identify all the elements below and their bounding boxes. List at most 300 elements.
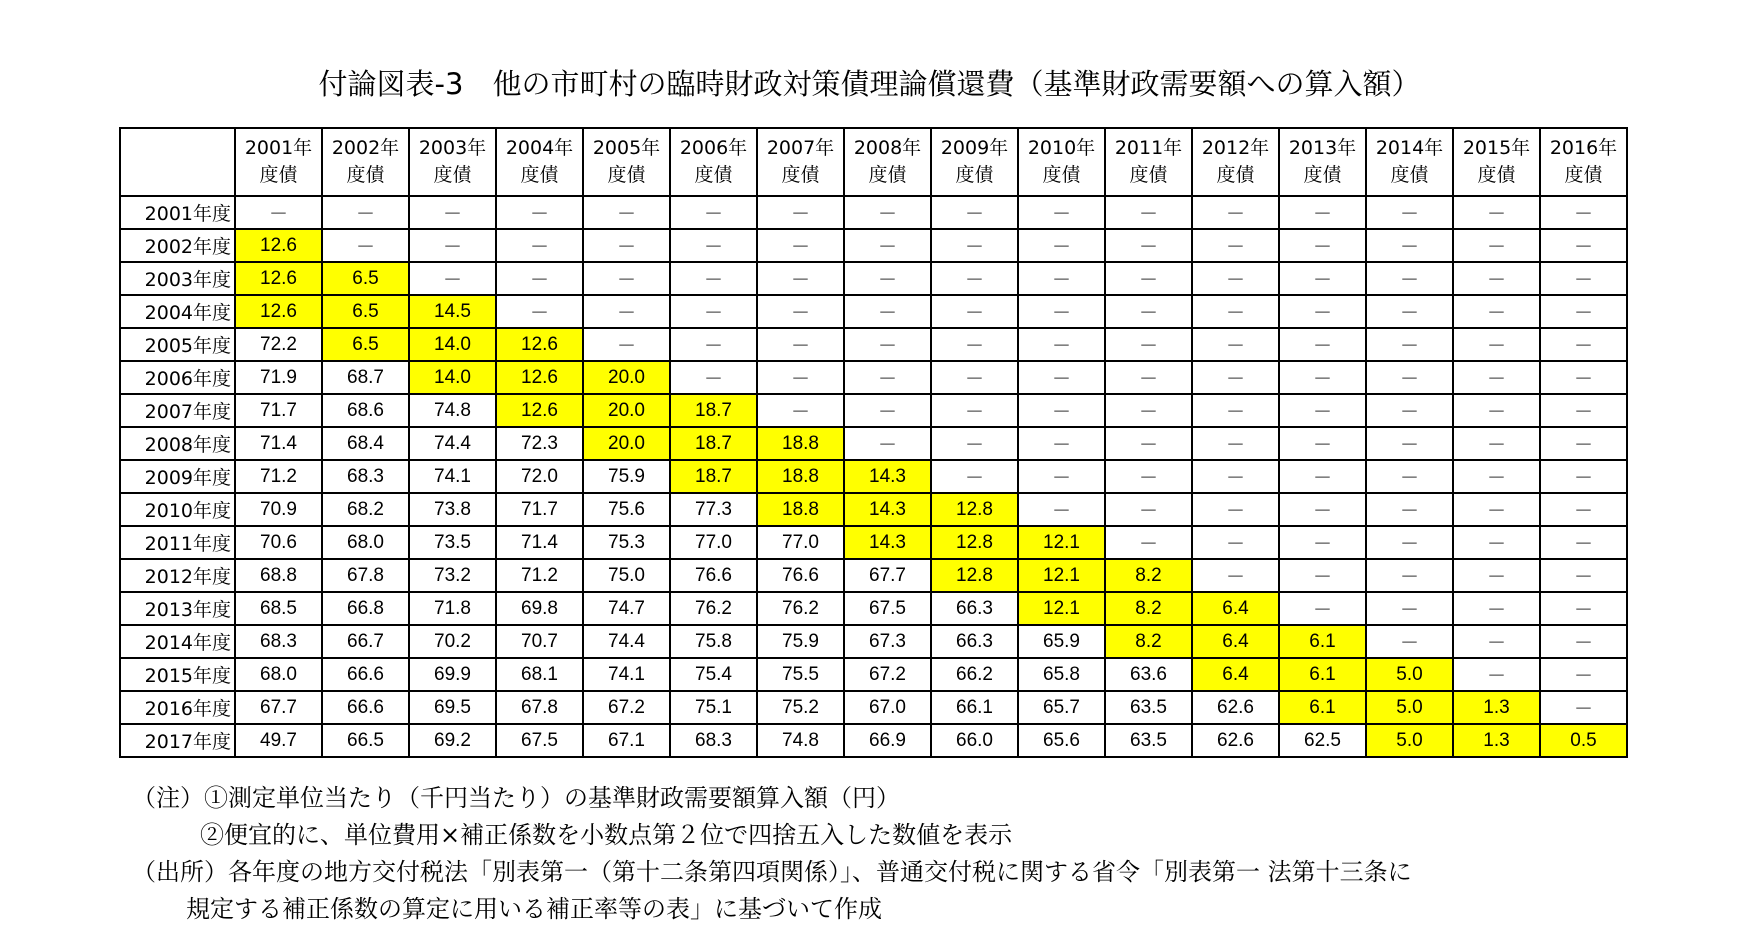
table-cell: 18.7 xyxy=(670,460,757,493)
table-cell: 70.9 xyxy=(235,493,322,526)
table-cell: 71.2 xyxy=(235,460,322,493)
table-cell: － xyxy=(1453,460,1540,493)
table-cell: － xyxy=(1366,328,1453,361)
column-header: 2016年 度債 xyxy=(1540,128,1627,196)
table-cell: － xyxy=(1453,196,1540,229)
table-cell: － xyxy=(757,262,844,295)
table-cell: － xyxy=(1453,592,1540,625)
table-cell: 18.8 xyxy=(757,460,844,493)
table-cell: 68.2 xyxy=(322,493,409,526)
table-cell: － xyxy=(1366,460,1453,493)
row-header: 2016年度 xyxy=(120,691,235,724)
table-cell: － xyxy=(1540,625,1627,658)
table-cell: 74.8 xyxy=(409,394,496,427)
table-cell: － xyxy=(583,229,670,262)
table-row xyxy=(120,658,1627,691)
column-header: 2011年 度債 xyxy=(1105,128,1192,196)
table-cell: － xyxy=(1366,229,1453,262)
table-cell: － xyxy=(1279,526,1366,559)
table-cell: － xyxy=(1366,526,1453,559)
table-cell: － xyxy=(931,361,1018,394)
table-cell: － xyxy=(322,196,409,229)
table-row xyxy=(120,196,1627,229)
table-cell: 71.4 xyxy=(496,526,583,559)
table-cell: 69.2 xyxy=(409,724,496,757)
table-cell: － xyxy=(757,328,844,361)
row-header: 2005年度 xyxy=(120,328,235,361)
table-cell: 65.8 xyxy=(1018,658,1105,691)
table-cell: － xyxy=(844,196,931,229)
table-cell: － xyxy=(1192,559,1279,592)
table-cell: 68.6 xyxy=(322,394,409,427)
table-cell: 71.7 xyxy=(235,394,322,427)
table-cell: － xyxy=(844,427,931,460)
table-cell: － xyxy=(1453,394,1540,427)
table-cell: － xyxy=(1279,427,1366,460)
table-cell: － xyxy=(1540,196,1627,229)
table-cell: 12.1 xyxy=(1018,526,1105,559)
table-cell: 14.0 xyxy=(409,361,496,394)
table-cell: 75.3 xyxy=(583,526,670,559)
table-cell: 68.3 xyxy=(322,460,409,493)
table-cell: 66.5 xyxy=(322,724,409,757)
row-header: 2007年度 xyxy=(120,394,235,427)
table-cell: － xyxy=(1192,394,1279,427)
row-header: 2008年度 xyxy=(120,427,235,460)
table-cell: － xyxy=(670,196,757,229)
table-cell: 68.8 xyxy=(235,559,322,592)
table-cell: 14.3 xyxy=(844,526,931,559)
table-cell: 68.7 xyxy=(322,361,409,394)
table-cell: 74.8 xyxy=(757,724,844,757)
table-cell: 66.8 xyxy=(322,592,409,625)
table-cell: － xyxy=(757,196,844,229)
table-cell: － xyxy=(235,196,322,229)
table-cell: 66.2 xyxy=(931,658,1018,691)
table-cell: 67.7 xyxy=(844,559,931,592)
table-cell: 62.6 xyxy=(1192,724,1279,757)
table-cell: 12.1 xyxy=(1018,559,1105,592)
table-cell: － xyxy=(1540,592,1627,625)
table-cell: 74.1 xyxy=(583,658,670,691)
table-cell: 5.0 xyxy=(1366,658,1453,691)
column-header: 2012年 度債 xyxy=(1192,128,1279,196)
notes xyxy=(132,780,1412,928)
table-cell: 69.8 xyxy=(496,592,583,625)
table-cell: － xyxy=(1279,592,1366,625)
table-cell: 75.8 xyxy=(670,625,757,658)
table-cell: 18.8 xyxy=(757,493,844,526)
table-cell: － xyxy=(1540,328,1627,361)
table-cell: 6.4 xyxy=(1192,592,1279,625)
table-cell: 67.3 xyxy=(844,625,931,658)
table-cell: 67.5 xyxy=(844,592,931,625)
table-cell: － xyxy=(409,262,496,295)
table-cell: 74.1 xyxy=(409,460,496,493)
table-cell: 68.0 xyxy=(235,658,322,691)
table-cell: － xyxy=(844,262,931,295)
table-row xyxy=(120,460,1627,493)
table-cell: － xyxy=(1453,559,1540,592)
table-cell: 6.5 xyxy=(322,262,409,295)
table-cell: － xyxy=(1105,427,1192,460)
table-cell: － xyxy=(1366,262,1453,295)
table-cell: － xyxy=(931,196,1018,229)
row-header: 2011年度 xyxy=(120,526,235,559)
table-cell: 12.6 xyxy=(235,295,322,328)
table-cell: － xyxy=(1105,229,1192,262)
column-header: 2005年 度債 xyxy=(583,128,670,196)
corner-cell xyxy=(120,128,235,196)
table-cell: － xyxy=(496,196,583,229)
source-line-1: （出所）各年度の地方交付税法「別表第一（第十二条第四項関係）」、普通交付税に関する省令「別表第一 法第十三条に xyxy=(132,858,1412,886)
table-cell: 6.5 xyxy=(322,328,409,361)
table-cell: － xyxy=(1453,328,1540,361)
table-cell: 12.8 xyxy=(931,493,1018,526)
table-cell: － xyxy=(1192,328,1279,361)
table-cell: 20.0 xyxy=(583,394,670,427)
table-cell: － xyxy=(931,328,1018,361)
table-cell: 71.8 xyxy=(409,592,496,625)
column-header: 2007年 度債 xyxy=(757,128,844,196)
table-cell: － xyxy=(1453,526,1540,559)
table-cell: 5.0 xyxy=(1366,691,1453,724)
table-cell: 6.4 xyxy=(1192,658,1279,691)
table-cell: 12.6 xyxy=(235,262,322,295)
table-cell: 70.2 xyxy=(409,625,496,658)
table-cell: － xyxy=(1279,295,1366,328)
table-cell: 66.3 xyxy=(931,625,1018,658)
table-cell: 75.5 xyxy=(757,658,844,691)
table-cell: 6.5 xyxy=(322,295,409,328)
table-cell: － xyxy=(757,295,844,328)
table-cell: 68.1 xyxy=(496,658,583,691)
row-header: 2013年度 xyxy=(120,592,235,625)
table-row xyxy=(120,592,1627,625)
table-cell: 71.9 xyxy=(235,361,322,394)
table-cell: 74.4 xyxy=(583,625,670,658)
table-cell: － xyxy=(496,229,583,262)
table-cell: 8.2 xyxy=(1105,625,1192,658)
table-cell: － xyxy=(1540,229,1627,262)
table-cell: 75.9 xyxy=(583,460,670,493)
row-header: 2006年度 xyxy=(120,361,235,394)
table-cell: 69.9 xyxy=(409,658,496,691)
table-cell: － xyxy=(1540,559,1627,592)
table-cell: 76.6 xyxy=(670,559,757,592)
table-cell: 1.3 xyxy=(1453,724,1540,757)
table-cell: － xyxy=(1192,196,1279,229)
table-cell: － xyxy=(1453,625,1540,658)
table-cell: － xyxy=(1279,460,1366,493)
table-cell: 71.2 xyxy=(496,559,583,592)
data-table xyxy=(119,127,1628,758)
table-cell: － xyxy=(583,328,670,361)
table-cell: － xyxy=(1105,361,1192,394)
table-cell: 6.4 xyxy=(1192,625,1279,658)
table-cell: － xyxy=(1105,196,1192,229)
table-cell: － xyxy=(670,229,757,262)
table-row xyxy=(120,724,1627,757)
table-cell: 6.1 xyxy=(1279,625,1366,658)
table-cell: 12.6 xyxy=(496,361,583,394)
table-cell: 71.7 xyxy=(496,493,583,526)
column-header: 2002年 度債 xyxy=(322,128,409,196)
table-cell: － xyxy=(1018,229,1105,262)
table-cell: 14.0 xyxy=(409,328,496,361)
table-cell: － xyxy=(931,460,1018,493)
table-cell: － xyxy=(931,394,1018,427)
table-cell: 1.3 xyxy=(1453,691,1540,724)
table-cell: 63.5 xyxy=(1105,724,1192,757)
table-cell: 12.1 xyxy=(1018,592,1105,625)
table-cell: － xyxy=(1540,526,1627,559)
table-cell: 68.5 xyxy=(235,592,322,625)
table-cell: 49.7 xyxy=(235,724,322,757)
table-cell: － xyxy=(1279,328,1366,361)
table-cell: 68.3 xyxy=(670,724,757,757)
table-cell: 75.2 xyxy=(757,691,844,724)
table-cell: － xyxy=(1453,229,1540,262)
column-header: 2010年 度債 xyxy=(1018,128,1105,196)
table-row xyxy=(120,559,1627,592)
table-cell: － xyxy=(1018,460,1105,493)
row-header: 2003年度 xyxy=(120,262,235,295)
table-cell: 67.1 xyxy=(583,724,670,757)
table-cell: － xyxy=(1366,493,1453,526)
table-cell: 65.6 xyxy=(1018,724,1105,757)
table-cell: 67.2 xyxy=(844,658,931,691)
table-row xyxy=(120,295,1627,328)
table-cell: 66.6 xyxy=(322,658,409,691)
table-body xyxy=(120,196,1627,757)
column-header: 2015年 度債 xyxy=(1453,128,1540,196)
table-cell: － xyxy=(583,196,670,229)
table-cell: 75.9 xyxy=(757,625,844,658)
table-row xyxy=(120,394,1627,427)
table-cell: 73.8 xyxy=(409,493,496,526)
table-cell: 69.5 xyxy=(409,691,496,724)
table-cell: － xyxy=(1192,262,1279,295)
table-row xyxy=(120,526,1627,559)
table-cell: － xyxy=(1105,493,1192,526)
table-cell: － xyxy=(1192,229,1279,262)
table-cell: － xyxy=(322,229,409,262)
table-cell: － xyxy=(1540,262,1627,295)
table-cell: 12.6 xyxy=(496,394,583,427)
table-cell: － xyxy=(757,394,844,427)
table-cell: 75.0 xyxy=(583,559,670,592)
row-header: 2017年度 xyxy=(120,724,235,757)
table-row xyxy=(120,493,1627,526)
table-cell: 67.8 xyxy=(496,691,583,724)
table-cell: 67.7 xyxy=(235,691,322,724)
table-cell: － xyxy=(1192,295,1279,328)
table-cell: － xyxy=(1453,427,1540,460)
table-cell: 75.4 xyxy=(670,658,757,691)
table-cell: 68.0 xyxy=(322,526,409,559)
table-cell: 63.5 xyxy=(1105,691,1192,724)
table-cell: 62.5 xyxy=(1279,724,1366,757)
table-cell: 66.7 xyxy=(322,625,409,658)
table-cell: 63.6 xyxy=(1105,658,1192,691)
table-cell: － xyxy=(583,295,670,328)
table-row xyxy=(120,361,1627,394)
table-cell: 0.5 xyxy=(1540,724,1627,757)
table-cell: 70.6 xyxy=(235,526,322,559)
table-cell: 65.9 xyxy=(1018,625,1105,658)
table-cell: － xyxy=(409,229,496,262)
table-cell: 74.7 xyxy=(583,592,670,625)
table-cell: － xyxy=(1453,295,1540,328)
table-row xyxy=(120,262,1627,295)
table-cell: － xyxy=(757,361,844,394)
table-cell: 5.0 xyxy=(1366,724,1453,757)
table-cell: 14.5 xyxy=(409,295,496,328)
table-cell: － xyxy=(670,262,757,295)
table-row xyxy=(120,625,1627,658)
table-cell: － xyxy=(1540,427,1627,460)
table-cell: 72.2 xyxy=(235,328,322,361)
table-cell: － xyxy=(1453,493,1540,526)
table-cell: － xyxy=(1453,658,1540,691)
table-cell: 65.7 xyxy=(1018,691,1105,724)
column-header: 2013年 度債 xyxy=(1279,128,1366,196)
table-cell: 67.5 xyxy=(496,724,583,757)
table-cell: 67.2 xyxy=(583,691,670,724)
table-cell: － xyxy=(844,361,931,394)
table-cell: － xyxy=(1453,361,1540,394)
table-cell: 14.3 xyxy=(844,493,931,526)
table-cell: 66.1 xyxy=(931,691,1018,724)
table-cell: 66.3 xyxy=(931,592,1018,625)
table-row xyxy=(120,691,1627,724)
table-row xyxy=(120,427,1627,460)
table-cell: － xyxy=(1366,295,1453,328)
column-header: 2004年 度債 xyxy=(496,128,583,196)
row-header: 2014年度 xyxy=(120,625,235,658)
table-cell: － xyxy=(1366,427,1453,460)
table-cell: － xyxy=(931,427,1018,460)
table-cell: 73.2 xyxy=(409,559,496,592)
note-line-2: ②便宜的に、単位費用×補正係数を小数点第２位で四捨五入した数値を表示 xyxy=(200,821,1013,849)
table-cell: 66.9 xyxy=(844,724,931,757)
table-cell: 12.8 xyxy=(931,526,1018,559)
table-cell: － xyxy=(1018,295,1105,328)
row-header: 2001年度 xyxy=(120,196,235,229)
table-cell: 18.8 xyxy=(757,427,844,460)
table-cell: 76.2 xyxy=(670,592,757,625)
table-cell: － xyxy=(1105,526,1192,559)
table-cell: － xyxy=(1018,394,1105,427)
table-cell: － xyxy=(1192,361,1279,394)
table-cell: 72.3 xyxy=(496,427,583,460)
table-cell: － xyxy=(1192,427,1279,460)
table-cell: － xyxy=(1453,262,1540,295)
table-cell: － xyxy=(1018,328,1105,361)
table-cell: 77.0 xyxy=(670,526,757,559)
table-cell: － xyxy=(1279,493,1366,526)
column-header: 2014年 度債 xyxy=(1366,128,1453,196)
table-cell: － xyxy=(409,196,496,229)
table-cell: 6.1 xyxy=(1279,658,1366,691)
table-cell: － xyxy=(844,229,931,262)
table-cell: － xyxy=(583,262,670,295)
header-row xyxy=(120,128,1627,196)
row-header: 2012年度 xyxy=(120,559,235,592)
table-cell: 68.4 xyxy=(322,427,409,460)
table-cell: － xyxy=(1105,328,1192,361)
table-cell: 77.3 xyxy=(670,493,757,526)
table-cell: 68.3 xyxy=(235,625,322,658)
table-cell: － xyxy=(1018,262,1105,295)
table-cell: 67.0 xyxy=(844,691,931,724)
table-cell: － xyxy=(1018,361,1105,394)
page-title: 付論図表-3 他の市町村の臨時財政対策債理論償還費（基準財政需要額への算入額） xyxy=(318,67,1421,101)
table-cell: － xyxy=(757,229,844,262)
table-cell: － xyxy=(1105,394,1192,427)
table-cell: － xyxy=(931,295,1018,328)
table-cell: 67.8 xyxy=(322,559,409,592)
table-cell: － xyxy=(1366,196,1453,229)
table-cell: － xyxy=(496,295,583,328)
table-cell: － xyxy=(1540,691,1627,724)
table-cell: － xyxy=(496,262,583,295)
table-cell: － xyxy=(670,361,757,394)
table-cell: 71.4 xyxy=(235,427,322,460)
table-cell: 66.6 xyxy=(322,691,409,724)
table-cell: 77.0 xyxy=(757,526,844,559)
table-cell: 20.0 xyxy=(583,361,670,394)
table-cell: － xyxy=(1279,196,1366,229)
table-row xyxy=(120,229,1627,262)
table-cell: － xyxy=(1366,592,1453,625)
table-cell: － xyxy=(1279,394,1366,427)
row-header: 2009年度 xyxy=(120,460,235,493)
table-cell: － xyxy=(1540,394,1627,427)
table-cell: 76.6 xyxy=(757,559,844,592)
table-cell: － xyxy=(844,394,931,427)
table-cell: － xyxy=(1018,493,1105,526)
table-cell: 8.2 xyxy=(1105,559,1192,592)
table-cell: － xyxy=(931,229,1018,262)
table-cell: － xyxy=(1540,493,1627,526)
table-cell: － xyxy=(1018,427,1105,460)
table-cell: 18.7 xyxy=(670,394,757,427)
note-line-1: （注）①測定単位当たり（千円当たり）の基準財政需要額算入額（円） xyxy=(132,784,900,812)
table-cell: － xyxy=(670,295,757,328)
table-cell: － xyxy=(1540,460,1627,493)
table-cell: － xyxy=(931,262,1018,295)
table-cell: 73.5 xyxy=(409,526,496,559)
table-cell: － xyxy=(1192,460,1279,493)
table-cell: 62.6 xyxy=(1192,691,1279,724)
table-cell: 6.1 xyxy=(1279,691,1366,724)
table-cell: － xyxy=(1105,295,1192,328)
table-cell: － xyxy=(1279,229,1366,262)
row-header: 2010年度 xyxy=(120,493,235,526)
table-cell: 18.7 xyxy=(670,427,757,460)
table-cell: 12.8 xyxy=(931,559,1018,592)
table-cell: － xyxy=(1366,559,1453,592)
table-cell: － xyxy=(1105,262,1192,295)
table-cell: 20.0 xyxy=(583,427,670,460)
table-cell: － xyxy=(844,328,931,361)
table-cell: － xyxy=(1279,559,1366,592)
row-header: 2002年度 xyxy=(120,229,235,262)
table-cell: － xyxy=(1540,658,1627,691)
table-cell: 70.7 xyxy=(496,625,583,658)
